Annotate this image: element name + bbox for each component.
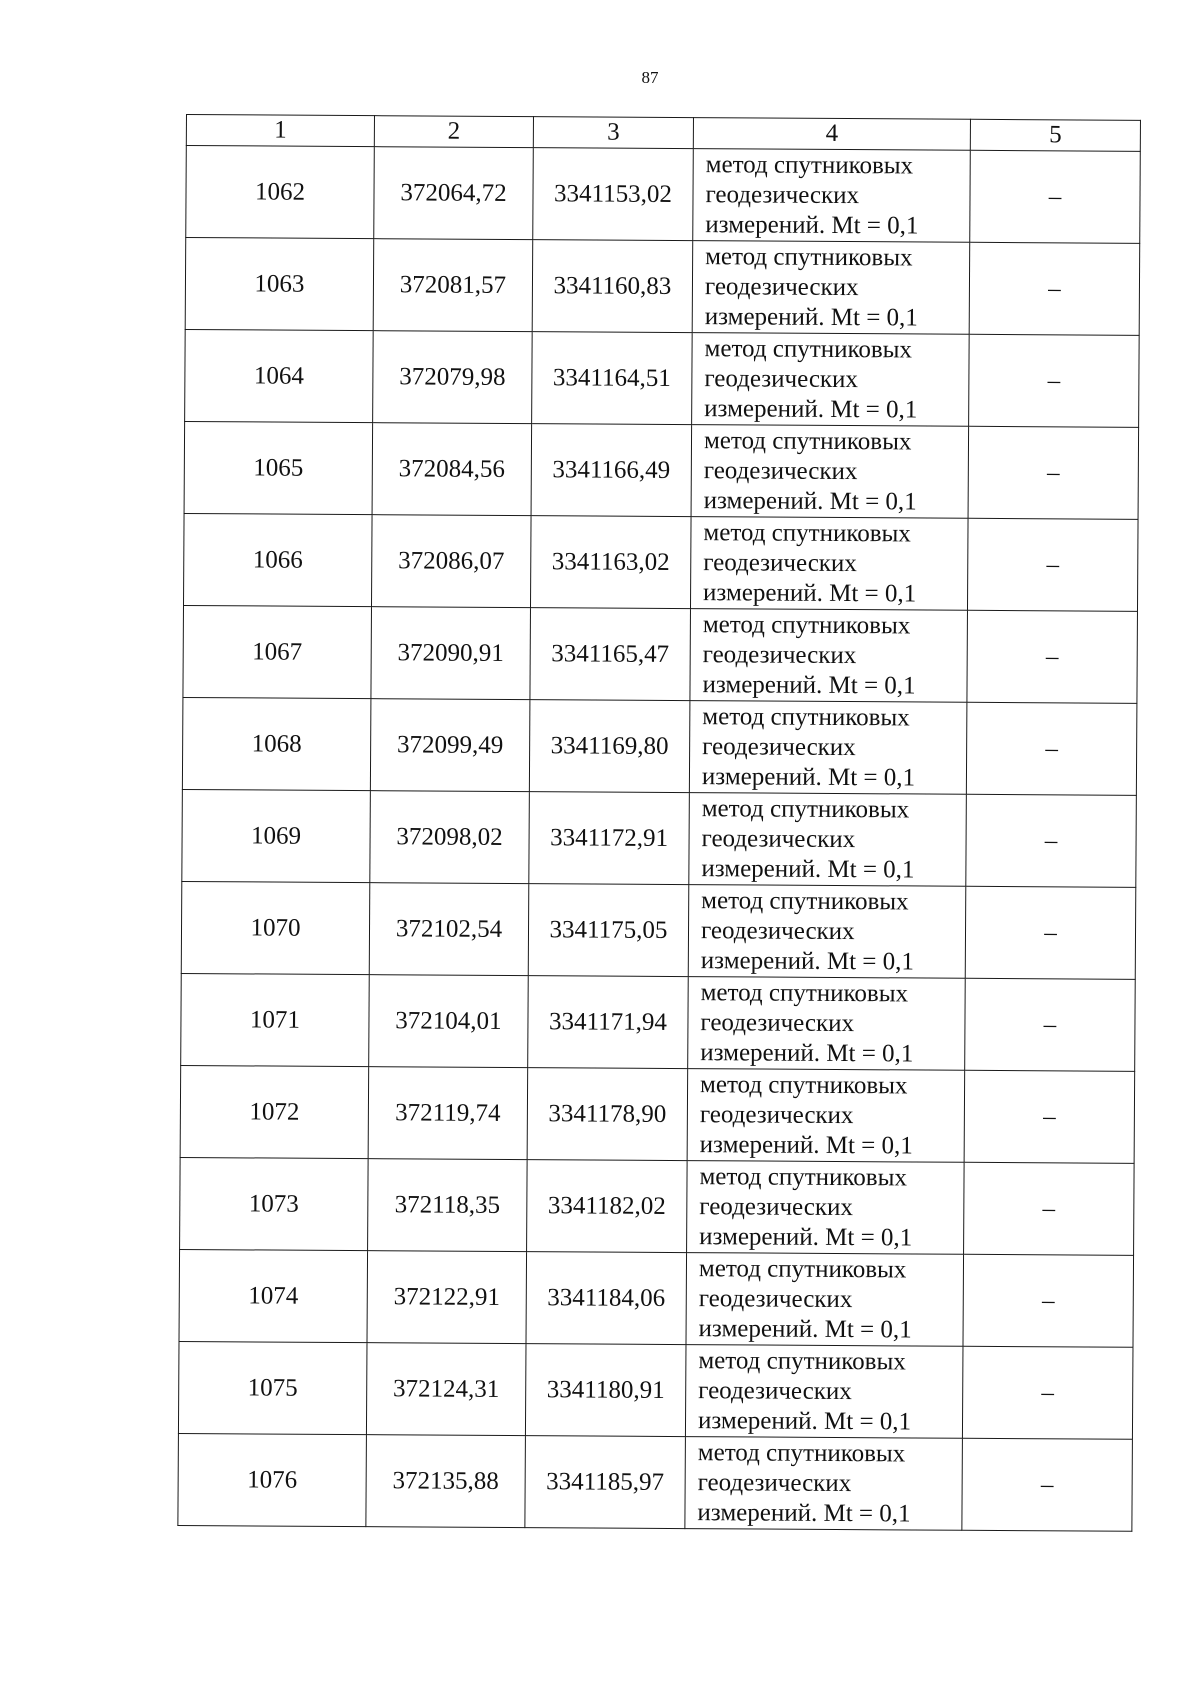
column-header-2: 2: [374, 116, 533, 148]
method-cell: [688, 977, 966, 1071]
method-line-2: геодезических: [703, 456, 858, 485]
method-cell: [687, 1069, 965, 1163]
method-line-1: метод спутниковых: [704, 334, 913, 363]
point-number-cell: 1067: [183, 605, 372, 698]
method-line-3: измерений. Mt = 0,1: [703, 486, 917, 515]
column-5-cell: –: [963, 1254, 1134, 1347]
table-row: [179, 1249, 1134, 1347]
table-row: [178, 1433, 1133, 1531]
method-line-3: измерений. Mt = 0,1: [697, 1406, 912, 1435]
x-coordinate-cell: 372099,49: [370, 699, 530, 792]
point-number-cell: 1069: [182, 789, 371, 882]
method-cell: [690, 517, 968, 611]
column-header-1: 1: [186, 115, 374, 147]
point-number-cell: 1062: [186, 146, 375, 239]
method-line-3: измерений. Mt = 0,1: [701, 854, 915, 883]
table-row: [181, 973, 1136, 1071]
column-header-3: 3: [533, 117, 693, 149]
method-line-1: метод спутниковых: [702, 702, 910, 731]
method-line-3: измерений. Mt = 0,1: [700, 1038, 914, 1067]
y-coordinate-cell: 3341163,02: [530, 516, 691, 609]
method-line-1: метод спутниковых: [701, 794, 910, 823]
x-coordinate-cell: 372119,74: [368, 1067, 528, 1160]
method-cell: [685, 1437, 963, 1531]
y-coordinate-cell: 3341172,91: [529, 792, 690, 885]
point-number-cell: 1063: [185, 238, 374, 331]
method-cell: [693, 149, 971, 243]
method-line-2: геодезических: [701, 824, 856, 853]
table-row: [185, 238, 1140, 336]
y-coordinate-cell: 3341182,02: [527, 1160, 688, 1253]
column-5-cell: –: [969, 242, 1140, 335]
method-line-3: измерений. Mt = 0,1: [702, 670, 916, 699]
column-5-cell: –: [962, 1438, 1133, 1531]
y-coordinate-cell: 3341164,51: [532, 332, 693, 425]
method-line-2: геодезических: [699, 1192, 854, 1221]
method-line-2: геодезических: [698, 1284, 853, 1313]
method-line-2: геодезических: [700, 916, 855, 945]
column-5-cell: –: [965, 978, 1136, 1071]
method-line-1: метод спутниковых: [699, 1162, 908, 1191]
method-line-1: метод спутниковых: [703, 518, 911, 547]
method-line-2: геодезических: [703, 548, 857, 577]
method-line-2: геодезических: [705, 180, 860, 209]
y-coordinate-cell: 3341171,94: [528, 976, 689, 1069]
table-row: [185, 329, 1140, 427]
method-line-2: геодезических: [704, 272, 859, 301]
y-coordinate-cell: 3341153,02: [533, 148, 694, 241]
table-row: [180, 1065, 1135, 1163]
table-row: [184, 421, 1139, 519]
point-number-cell: 1074: [179, 1249, 368, 1342]
method-cell: [692, 241, 970, 335]
method-line-2: геодезических: [698, 1376, 852, 1405]
x-coordinate-cell: 372124,31: [366, 1343, 526, 1436]
method-line-1: метод спутниковых: [700, 1070, 908, 1099]
method-line-2: геодезических: [702, 640, 857, 669]
y-coordinate-cell: 3341166,49: [531, 424, 692, 517]
method-line-3: измерений. Mt = 0,1: [699, 1130, 913, 1159]
y-coordinate-cell: 3341184,06: [526, 1252, 687, 1345]
point-number-cell: 1071: [181, 973, 370, 1066]
table-row: [181, 881, 1136, 979]
table-row: [182, 697, 1137, 795]
table-row: [186, 146, 1141, 244]
x-coordinate-cell: 372122,91: [367, 1251, 527, 1344]
method-line-3: измерений. Mt = 0,1: [701, 762, 916, 791]
y-coordinate-cell: 3341185,97: [525, 1436, 686, 1529]
point-number-cell: 1073: [180, 1157, 369, 1250]
method-cell: [692, 333, 970, 427]
method-line-3: измерений. Mt = 0,1: [703, 578, 917, 607]
x-coordinate-cell: 372079,98: [373, 331, 533, 424]
method-line-1: метод спутниковых: [705, 150, 914, 179]
point-number-cell: 1076: [178, 1433, 367, 1526]
column-5-cell: –: [965, 886, 1136, 979]
method-cell: [687, 1161, 965, 1255]
method-line-3: измерений. Mt = 0,1: [697, 1498, 911, 1527]
column-5-cell: –: [969, 334, 1140, 427]
x-coordinate-cell: 372081,57: [373, 239, 533, 332]
method-cell: [685, 1345, 963, 1439]
method-line-2: геодезических: [699, 1100, 854, 1129]
column-5-cell: –: [964, 1070, 1135, 1163]
method-line-3: измерений. Mt = 0,1: [704, 394, 918, 423]
column-5-cell: –: [962, 1346, 1133, 1439]
method-line-3: измерений. Mt = 0,1: [700, 946, 914, 975]
column-5-cell: –: [970, 150, 1141, 243]
table-row: [183, 513, 1138, 611]
method-line-1: метод спутниковых: [698, 1254, 907, 1283]
method-cell: [688, 885, 966, 979]
method-line-1: метод спутниковых: [697, 1438, 906, 1467]
method-line-3: измерений. Mt = 0,1: [698, 1314, 912, 1343]
y-coordinate-cell: 3341180,91: [525, 1344, 686, 1437]
column-5-cell: –: [968, 426, 1139, 519]
x-coordinate-cell: 372084,56: [372, 423, 532, 516]
method-line-3: измерений. Mt = 0,1: [704, 302, 918, 331]
method-cell: [689, 793, 967, 887]
column-5-cell: –: [964, 1162, 1135, 1255]
method-line-3: измерений. Mt = 0,1: [699, 1222, 913, 1251]
point-number-cell: 1072: [180, 1065, 369, 1158]
x-coordinate-cell: 372135,88: [366, 1435, 526, 1528]
y-coordinate-cell: 3341160,83: [532, 240, 693, 333]
column-5-cell: –: [967, 518, 1138, 611]
point-number-cell: 1065: [184, 421, 373, 514]
column-header-5: 5: [970, 119, 1140, 151]
method-cell: [691, 425, 969, 519]
method-line-3: измерений. Mt = 0,1: [705, 210, 919, 239]
column-5-cell: –: [966, 702, 1137, 795]
point-number-cell: 1075: [178, 1341, 367, 1434]
column-5-cell: –: [967, 610, 1138, 703]
y-coordinate-cell: 3341169,80: [529, 700, 690, 793]
method-line-2: геодезических: [700, 1008, 855, 1037]
method-cell: [689, 701, 967, 795]
method-cell: [690, 609, 968, 703]
table-row: [178, 1341, 1133, 1439]
table-body: [178, 146, 1140, 1532]
method-line-1: метод спутниковых: [703, 426, 912, 455]
point-number-cell: 1068: [182, 697, 371, 790]
column-header-4: 4: [693, 118, 970, 151]
method-line-1: метод спутниковых: [698, 1346, 906, 1375]
x-coordinate-cell: 372064,72: [374, 147, 534, 240]
method-cell: [686, 1253, 964, 1347]
method-line-1: метод спутниковых: [700, 978, 909, 1007]
y-coordinate-cell: 3341175,05: [528, 884, 689, 977]
method-line-2: геодезических: [702, 732, 856, 761]
method-line-2: геодезических: [704, 364, 859, 393]
page-number: 87: [641, 68, 659, 87]
method-line-1: метод спутниковых: [705, 242, 913, 271]
y-coordinate-cell: 3341165,47: [530, 608, 691, 701]
point-number-cell: 1066: [183, 513, 372, 606]
x-coordinate-cell: 372118,35: [368, 1159, 528, 1252]
method-line-1: метод спутниковых: [702, 610, 911, 639]
x-coordinate-cell: 372090,91: [371, 607, 531, 700]
table-row: [182, 789, 1137, 887]
point-number-cell: 1064: [185, 329, 374, 422]
point-number-cell: 1070: [181, 881, 370, 974]
x-coordinate-cell: 372102,54: [369, 883, 529, 976]
x-coordinate-cell: 372098,02: [370, 791, 530, 884]
x-coordinate-cell: 372104,01: [369, 975, 529, 1068]
coordinates-table: [177, 114, 1141, 1532]
column-5-cell: –: [966, 794, 1137, 887]
table-row: [183, 605, 1138, 703]
method-line-2: геодезических: [697, 1468, 852, 1497]
table-row: [180, 1157, 1135, 1255]
method-line-1: метод спутниковых: [701, 886, 909, 915]
y-coordinate-cell: 3341178,90: [527, 1068, 688, 1161]
x-coordinate-cell: 372086,07: [371, 515, 531, 608]
